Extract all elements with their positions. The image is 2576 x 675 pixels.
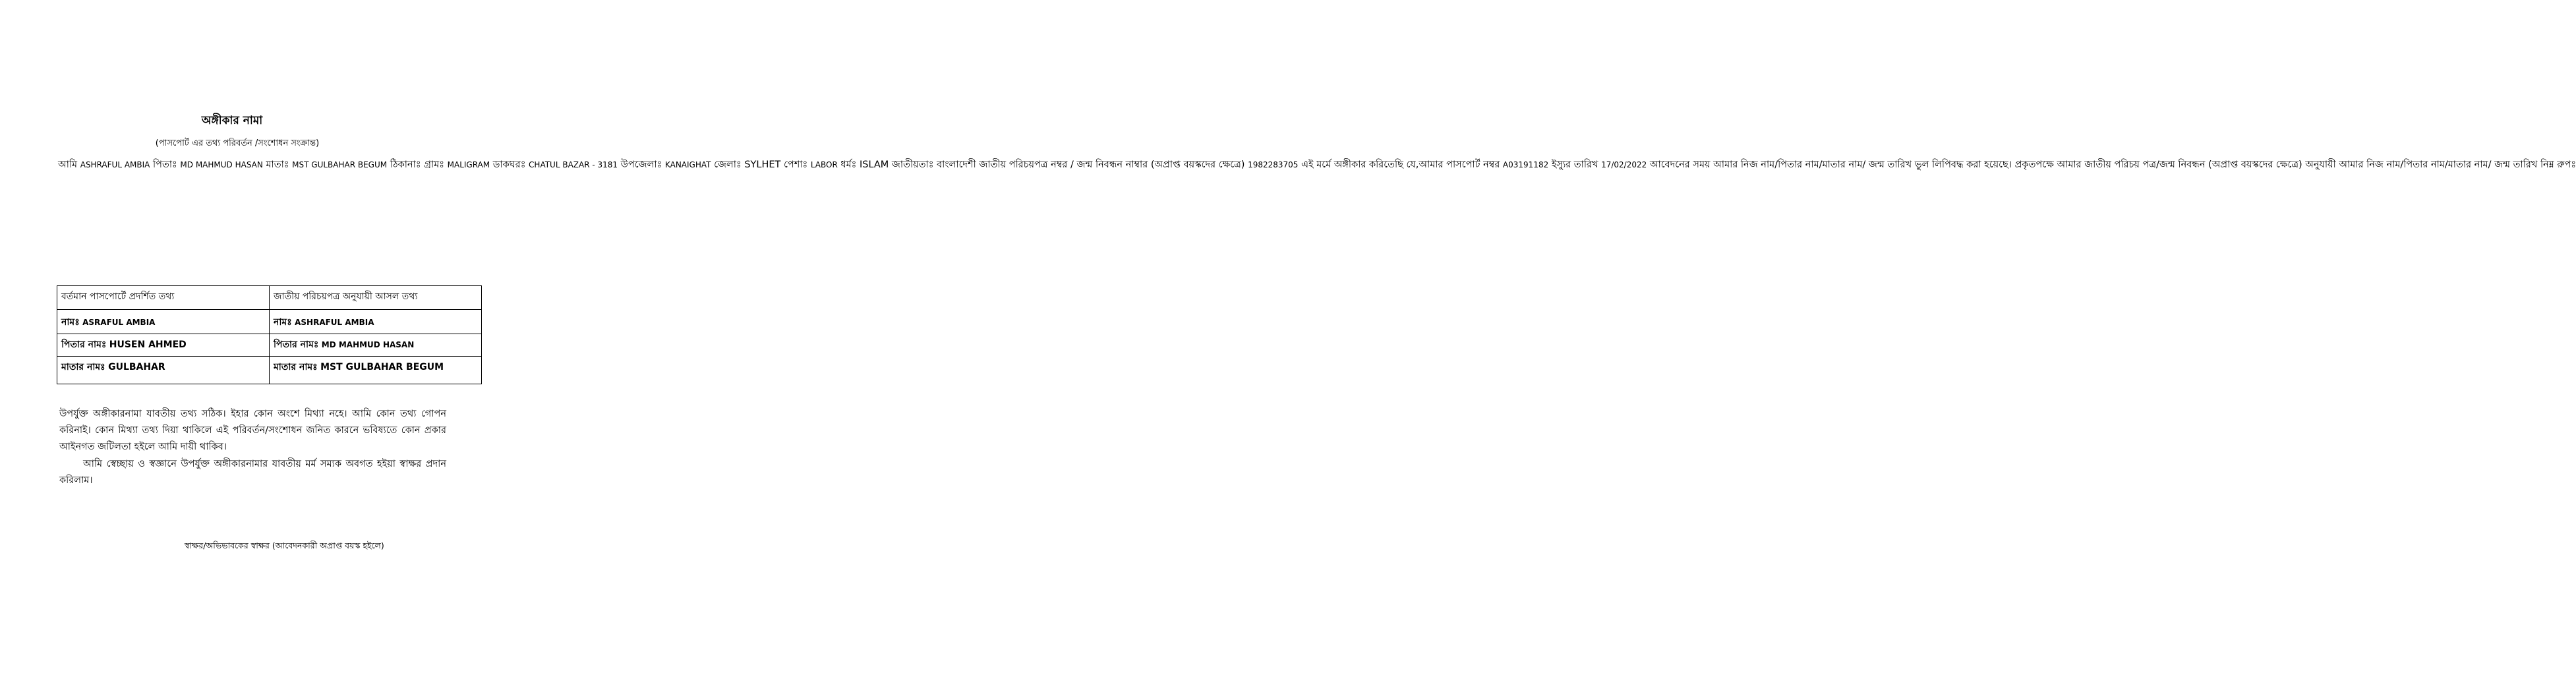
name-label: নামঃ xyxy=(61,317,80,328)
page-title: অঙ্গীকার নামা xyxy=(201,114,263,127)
intro-text: উপজেলাঃ xyxy=(618,160,665,170)
nid-number: 1982283705 xyxy=(1248,160,1299,169)
table-row xyxy=(57,310,482,334)
name-label: নামঃ xyxy=(274,317,292,328)
intro-text: মাতাঃ xyxy=(262,160,293,170)
nid-mother-cell xyxy=(270,357,482,384)
mother-name: MST GULBAHAR BEGUM xyxy=(292,160,388,169)
intro-text: জাতীয়তাঃ বাংলাদেশী জাতীয় পরিচয়পত্র নম্বর / জন্ম নিবন্ধন নাম্বার (অপ্রাপ্ত বয়স্কদের ক্ষেত্রে) xyxy=(889,160,1248,170)
consent-paragraph: আমি স্বেচ্ছায় ও স্বজ্ঞানে উপর্যুক্ত অঙ্গীকারনামার যাবতীয় মর্ম সম্যক অবগত হইয়া স্বাক্ষর প্রদান করিলাম। xyxy=(59,459,446,486)
passport-name-value: ASRAFUL AMBIA xyxy=(82,318,156,327)
intro-text: আবেদনের সময় আমার নিজ নাম/পিতার নাম/মাতার নাম/ জন্ম তারিখ ভুল লিপিবদ্ধ করা হয়েছে। প্রকৃতপক্ষে আমার জাতীয় পরিচয় পত্র/জন্ম নিবন্ধন (অপ্রাপ্ত বয়স্কদের ক্ষেত্রে) অনুযায়ী আমার নিজ নাম/পিতার নাম/মাতার নাম/ জন্ম তারিখ নিম্ন রুপঃ xyxy=(1647,160,2576,170)
upazila-value: KANAIGHAT xyxy=(664,160,711,169)
district-value: SYLHET xyxy=(744,160,781,170)
father-label: পিতার নামঃ xyxy=(61,339,107,350)
header-nid-info: জাতীয় পরিচয়পত্র অনুযায়ী আসল তথ্য xyxy=(270,286,482,310)
passport-father-cell xyxy=(57,334,270,357)
declaration-paragraph: উপর্যুক্ত অঙ্গীকারনামা যাবতীয় তথ্য সঠিক। ইহার কোন অংশে মিথ্যা নহে। আমি কোন তথ্য গোপন করিনাই। কোন মিথ্যা তথ্য দিয়া থাকিলে এই পরিবর্তন/সংশোধন জনিত কারনে ভবিষ্যতে কোন প্রকার আইনগত জটিলতা হইলে আমি দায়ী থাকিব। xyxy=(59,409,446,452)
occupation-value: LABOR xyxy=(810,160,838,169)
father-name: MD MAHMUD HASAN xyxy=(180,160,263,169)
intro-text: জেলাঃ xyxy=(711,160,745,170)
nid-father-cell xyxy=(270,334,482,357)
issue-date: 17/02/2022 xyxy=(1601,160,1647,169)
passport-father-value: HUSEN AHMED xyxy=(109,339,187,350)
intro-text: ধর্মঃ xyxy=(837,160,860,170)
nid-mother-value: MST GULBAHAR BEGUM xyxy=(320,362,444,372)
applicant-name: ASHRAFUL AMBIA xyxy=(80,160,150,169)
comparison-table xyxy=(57,285,482,384)
village-value: MALIGRAM xyxy=(447,160,490,169)
table-row xyxy=(57,357,482,384)
intro-text: ঠিকানাঃ গ্রামঃ xyxy=(387,160,448,170)
intro-text: আমি xyxy=(58,160,80,170)
page-subtitle: (পাসপোর্ট এর তথ্য পরিবর্তন /সংশোধন সংক্রান্ত) xyxy=(155,138,320,148)
header-passport-info: বর্তমান পাসপোর্টে প্রদর্শিত তথ্য xyxy=(57,286,270,310)
nid-name-cell xyxy=(270,310,482,334)
nid-father-value: MD MAHMUD HASAN xyxy=(321,340,415,349)
signature-line: স্বাক্ষর/অভিভাবকের স্বাক্ষর (আবেদনকারী অপ্রাপ্ত বয়স্ক হইলে) xyxy=(185,541,384,550)
post-office-value: CHATUL BAZAR - 3181 xyxy=(529,160,618,169)
passport-number: A03191182 xyxy=(1502,160,1549,169)
religion-value: ISLAM xyxy=(859,160,889,170)
intro-text: পিতাঃ xyxy=(150,160,181,170)
mother-label: মাতার নামঃ xyxy=(61,362,105,372)
table-row xyxy=(57,334,482,357)
passport-name-cell xyxy=(57,310,270,334)
nid-name-value: ASHRAFUL AMBIA xyxy=(295,318,374,327)
intro-text: ডাকঘরঃ xyxy=(490,160,529,170)
passport-mother-cell xyxy=(57,357,270,384)
mother-label: মাতার নামঃ xyxy=(274,362,318,372)
intro-paragraph xyxy=(58,157,2576,173)
father-label: পিতার নামঃ xyxy=(274,339,319,350)
intro-text: ইস্যুর তারিখ xyxy=(1548,160,1602,170)
passport-mother-value: GULBAHAR xyxy=(108,362,165,372)
intro-text: পেশাঃ xyxy=(780,160,811,170)
table-header-row xyxy=(57,286,482,310)
intro-text: এই মর্মে অঙ্গীকার করিতেছি যে,আমার পাসপোর্ট নম্বর xyxy=(1298,160,1503,170)
